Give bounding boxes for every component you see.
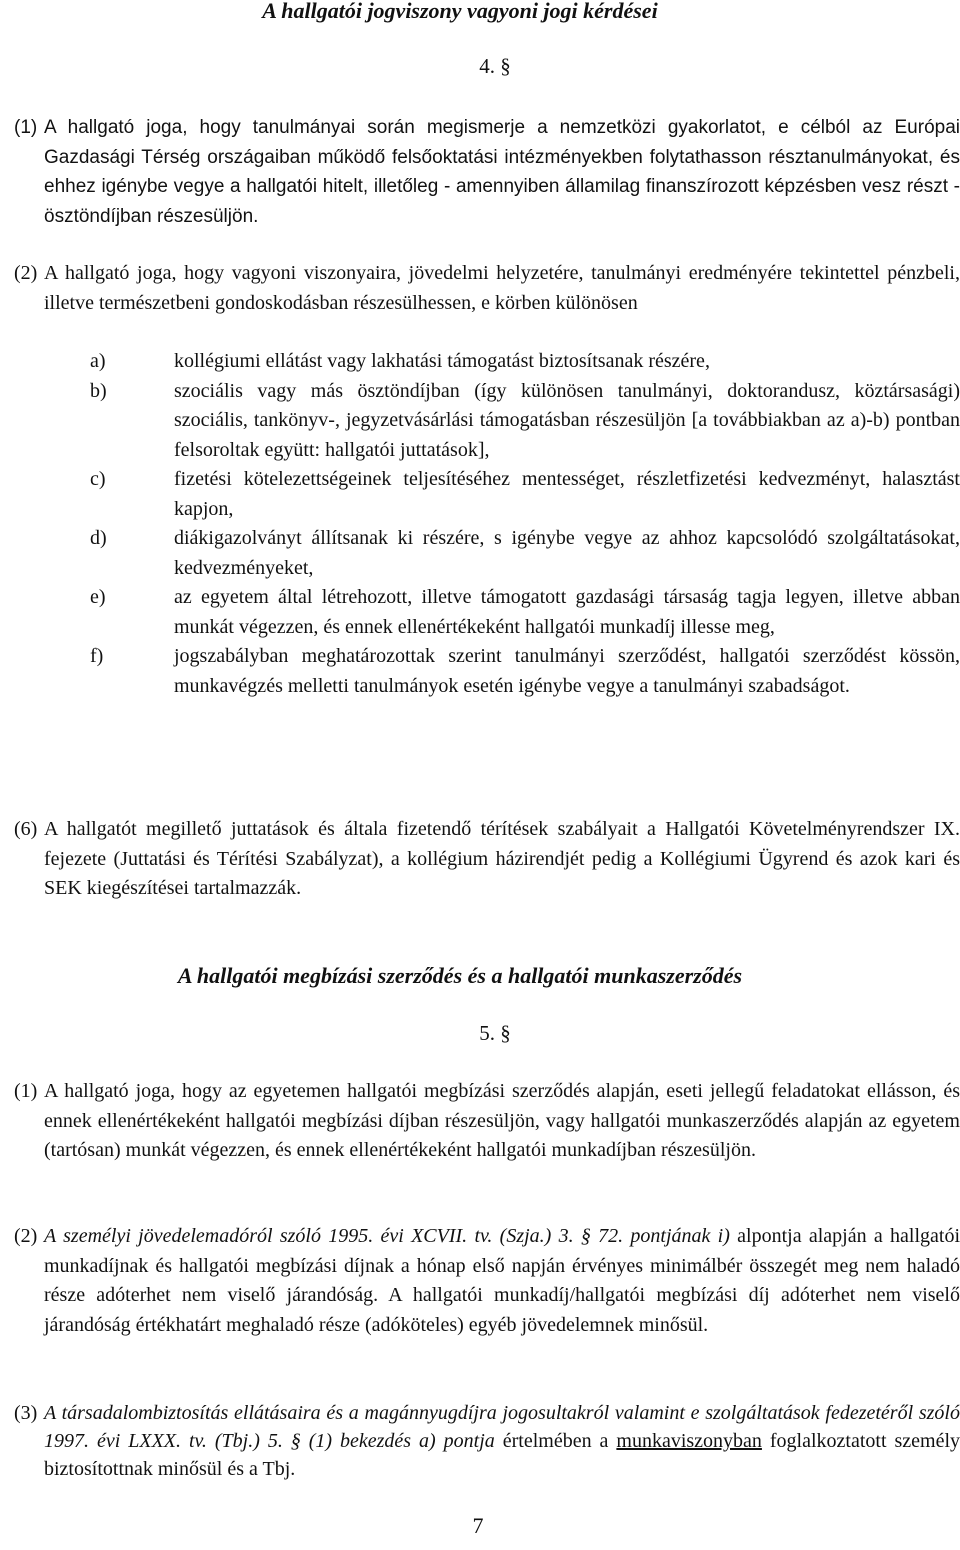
- list-item: c) fizetési kötelezettségeinek teljesítéséhez mentességet, részletfizetési kedvezményt, halasztást kapjon,: [90, 468, 960, 520]
- section-5-number: 5. §: [479, 1021, 511, 1045]
- section-4-number: 4. §: [479, 54, 511, 78]
- section-5-paragraph-3: (3) A társadalombiztosítás ellátásaira és a magánnyugdíjra jogosultakról valamint e szolgáltatások fedezetéről szóló 1997. évi LXXX. tv. (Tbj.) 5. § (1) bekezdés a) pontja értelmében a munkaviszonyban foglalkoztatott személy biztosítottnak minősül és a Tbj.: [14, 1402, 960, 1481]
- list-item: b) szociális vagy más ösztöndíjban (így különösen tanulmányi, doktorandusz, köztársasági) szociális, tankönyv-, jegyzetvásárlási támogatásban részesüljön [a továbbiakban az a)-b) pontban felsoroltak együtt: hallgatói juttatások],: [90, 379, 960, 461]
- list-item: f) jogszabályban meghatározottak szerint tanulmányi szerződést, hallgatói szerződést kössön, munkavégzés melletti tanulmányok esetén igénybe vegye a tanulmányi szabadságot.: [90, 645, 960, 697]
- section-4-paragraph-6: (6) A hallgatót megillető juttatások és általa fizetendő térítések szabályait a Hallgatói Követelményrendszer IX. fejezete (Juttatási és Térítési Szabályzat), a kollégium házirendjét pedig a Kollégiumi Ügyrend és azok kari és SEK kiegészítései tartalmazzák.: [14, 818, 960, 899]
- list-item: d) diákigazolványt állítsanak ki részére, s igénybe vegye az ahhoz kapcsolódó szolgáltatásokat, kedvezményeket,: [90, 527, 960, 579]
- section-4-benefits-list: [90, 347, 960, 701]
- list-item: e) az egyetem által létrehozott, illetve támogatott gazdasági társaság tagja legyen, illetve abban munkát végezzen, és ennek ellenértékeként hallgatói munkadíj illesse meg,: [90, 586, 960, 638]
- munkaviszonyban-link[interactable]: munkaviszonyban: [616, 1430, 762, 1453]
- section-5-paragraph-1: (1) A hallgató joga, hogy az egyetemen hallgatói megbízási szerződés alapján, eseti jellegű feladatokat ellásson, és ennek ellenértékeként hallgatói megbízási díjban részesüljön, vagy hallgatói munkaszerződés alapján az egyetem (tartósan) munkát végezzen, és ennek ellenértékeként hallgatói munkadíjban részesüljön.: [14, 1080, 960, 1161]
- page-number: 7: [472, 1513, 484, 1538]
- section-5-paragraph-2: (2) A személyi jövedelemadóról szóló 1995. évi XCVII. tv. (Szja.) 3. § 72. pontjának i) alpontja alapján a hallgatói munkadíjnak és hallgatói megbízási díjnak a hónap első napján érvényes minimálbér összegét meg nem haladó része adóterhet nem viselő járandóság. A hallgatói munkadíj/hallgatói megbízási díj adóterhet nem viselő járandóság értékhatárt meghaladó része (adóköteles) egyéb jövedelemnek minősül.: [14, 1225, 960, 1336]
- section-4-paragraph-2: (2) A hallgató joga, hogy vagyoni viszonyaira, jövedelmi helyzetére, tanulmányi eredményére tekintettel pénzbeli, illetve természetbeni gondoskodásban részesülhessen, e körben különösen: [14, 262, 960, 314]
- section-4-paragraph-1: (1) A hallgató joga, hogy tanulmányai során megismerje a nemzetközi gyakorlatot, e célból az Európai Gazdasági Térség országaiban működő felsőoktatási intézményekben folytathasson résztanulmányokat, és ehhez igénybe vegye a hallgatói hitelt, illetőleg - amennyiben államilag finanszírozott képzésben vesz részt - ösztöndíjban részesüljön.: [14, 117, 960, 227]
- heading-megbizasi-szerzodes: A hallgatói megbízási szerződés és a hallgatói munkaszerződés: [177, 963, 743, 988]
- list-item: a) kollégiumi ellátást vagy lakhatási támogatást biztosítsanak részére,: [90, 350, 710, 372]
- heading-vagyoni-jogi-kerdesek: A hallgatói jogviszony vagyoni jogi kérdései: [262, 0, 658, 23]
